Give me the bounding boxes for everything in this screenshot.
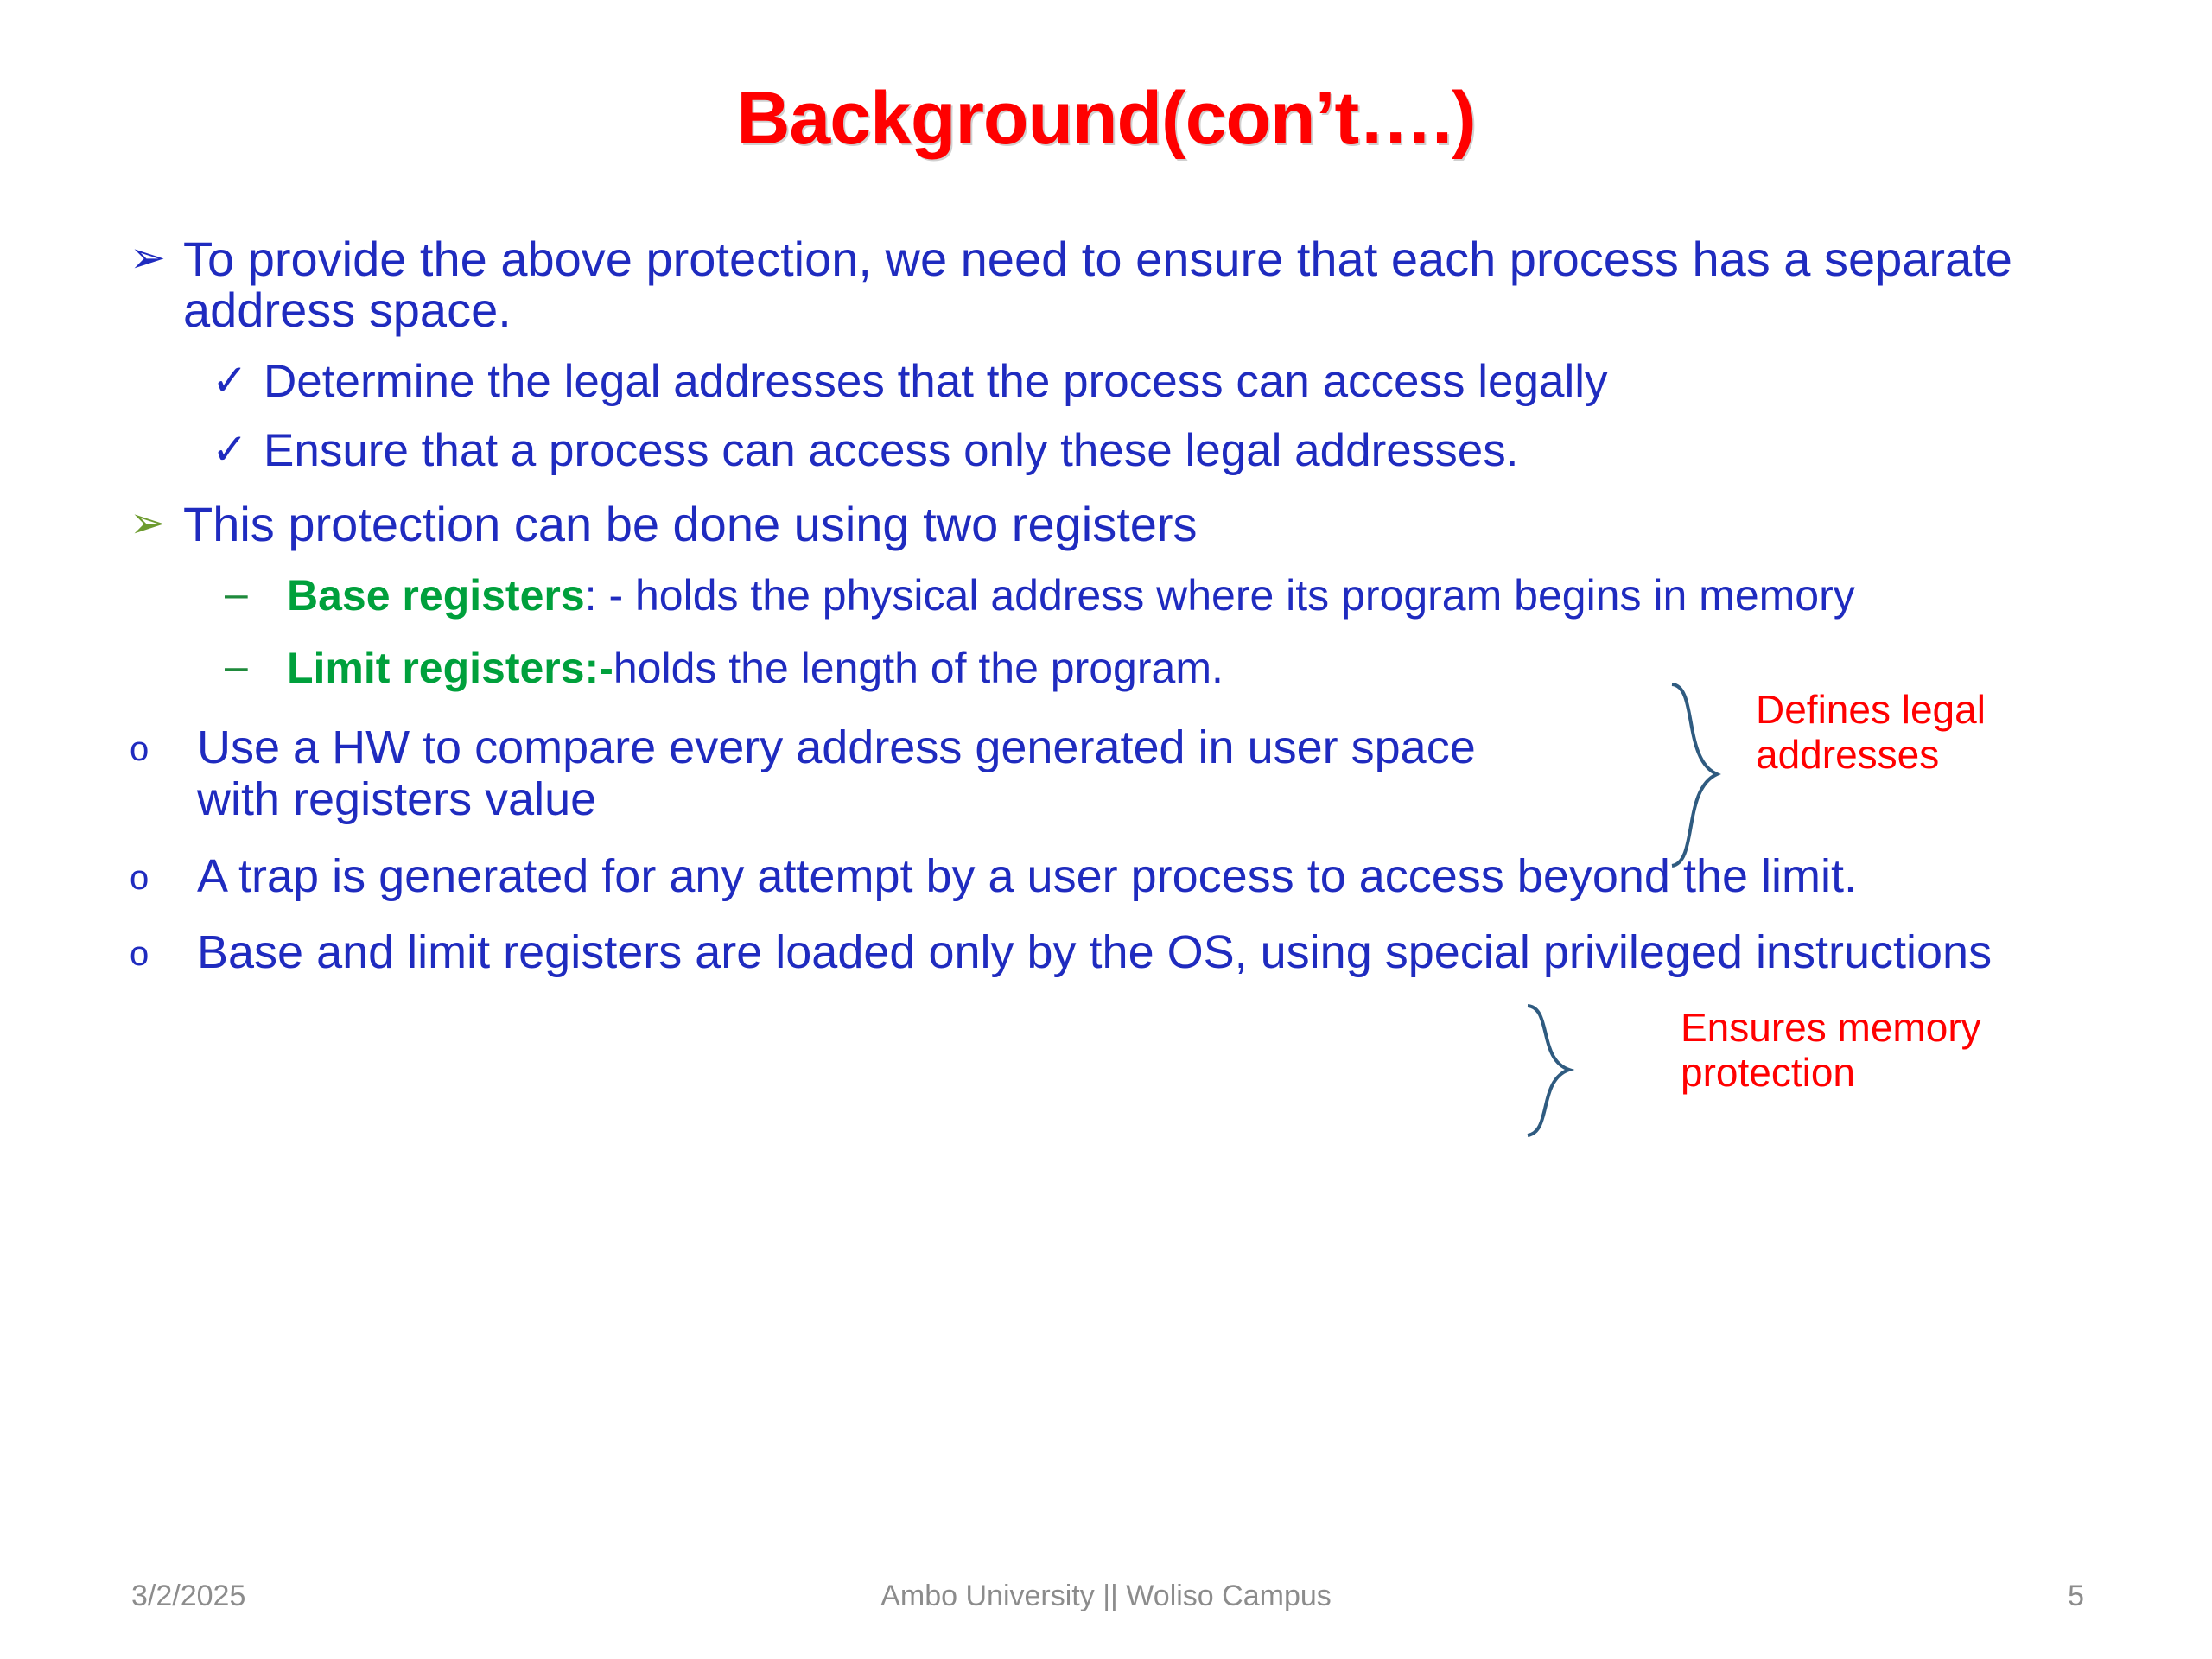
bullet-item bbox=[130, 499, 2117, 550]
slide-title: Background(con’t….) bbox=[736, 77, 1476, 160]
bullet-item bbox=[130, 926, 2117, 978]
slide-body bbox=[130, 233, 2117, 989]
bullet-text: This protection can be done using two registers bbox=[183, 497, 1198, 552]
callout-ensures-memory-protection: Ensures memory protection bbox=[1681, 1005, 1981, 1096]
brace-legal-addresses-icon bbox=[1663, 681, 1741, 871]
bullet-text-rest: holds the length of the program. bbox=[613, 643, 1224, 692]
arrow-bullet-icon: ➢ bbox=[130, 499, 166, 548]
bullet-text: Ensure that a process can access only these legal addresses. bbox=[264, 425, 1519, 477]
circle-bullet-icon: o bbox=[130, 729, 149, 768]
bullet-text: Determine the legal addresses that the process can access legally bbox=[264, 355, 1608, 407]
footer-institution: Ambo University || Woliso Campus bbox=[880, 1580, 1332, 1612]
dash-bullet-icon: – bbox=[225, 570, 248, 617]
bullet-item bbox=[130, 721, 1529, 826]
bullet-text: To provide the above protection, we need to ensure that each process has a separate address space. bbox=[183, 232, 2012, 338]
term-base-registers: Base registers bbox=[287, 570, 585, 620]
brace-memory-protection-icon bbox=[1521, 1002, 1590, 1141]
bullet-text: Base and limit registers are loaded only by the OS, using special privileged instructions bbox=[197, 926, 1993, 979]
bullet-item bbox=[225, 644, 2117, 692]
check-bullet-icon: ✓ bbox=[212, 355, 248, 404]
footer-date: 3/2/2025 bbox=[131, 1580, 246, 1612]
bullet-text: Use a HW to compare every address generated in user space with registers value bbox=[197, 721, 1476, 826]
bullet-item bbox=[130, 233, 2117, 336]
circle-bullet-icon: o bbox=[130, 858, 149, 897]
slide-footer bbox=[0, 1573, 2212, 1624]
bullet-item bbox=[212, 426, 2117, 476]
bullet-item bbox=[212, 357, 2117, 407]
check-bullet-icon: ✓ bbox=[212, 425, 248, 474]
arrow-bullet-icon: ➢ bbox=[130, 233, 166, 282]
dash-bullet-icon: – bbox=[225, 643, 248, 690]
bullet-item bbox=[130, 850, 2117, 902]
footer-page-number: 5 bbox=[2068, 1580, 2084, 1612]
term-limit-registers: Limit registers:- bbox=[287, 643, 613, 692]
callout-defines-legal-addresses: Defines legal addresses bbox=[1756, 687, 1986, 778]
bullet-item bbox=[225, 571, 2117, 620]
bullet-text-rest: : - holds the physical address where its program begins in memory bbox=[584, 570, 1855, 620]
bullet-text bbox=[287, 644, 2117, 692]
circle-bullet-icon: o bbox=[130, 935, 149, 974]
bullet-text bbox=[287, 571, 2117, 620]
bullet-text: A trap is generated for any attempt by a user process to access beyond the limit. bbox=[197, 849, 1858, 902]
